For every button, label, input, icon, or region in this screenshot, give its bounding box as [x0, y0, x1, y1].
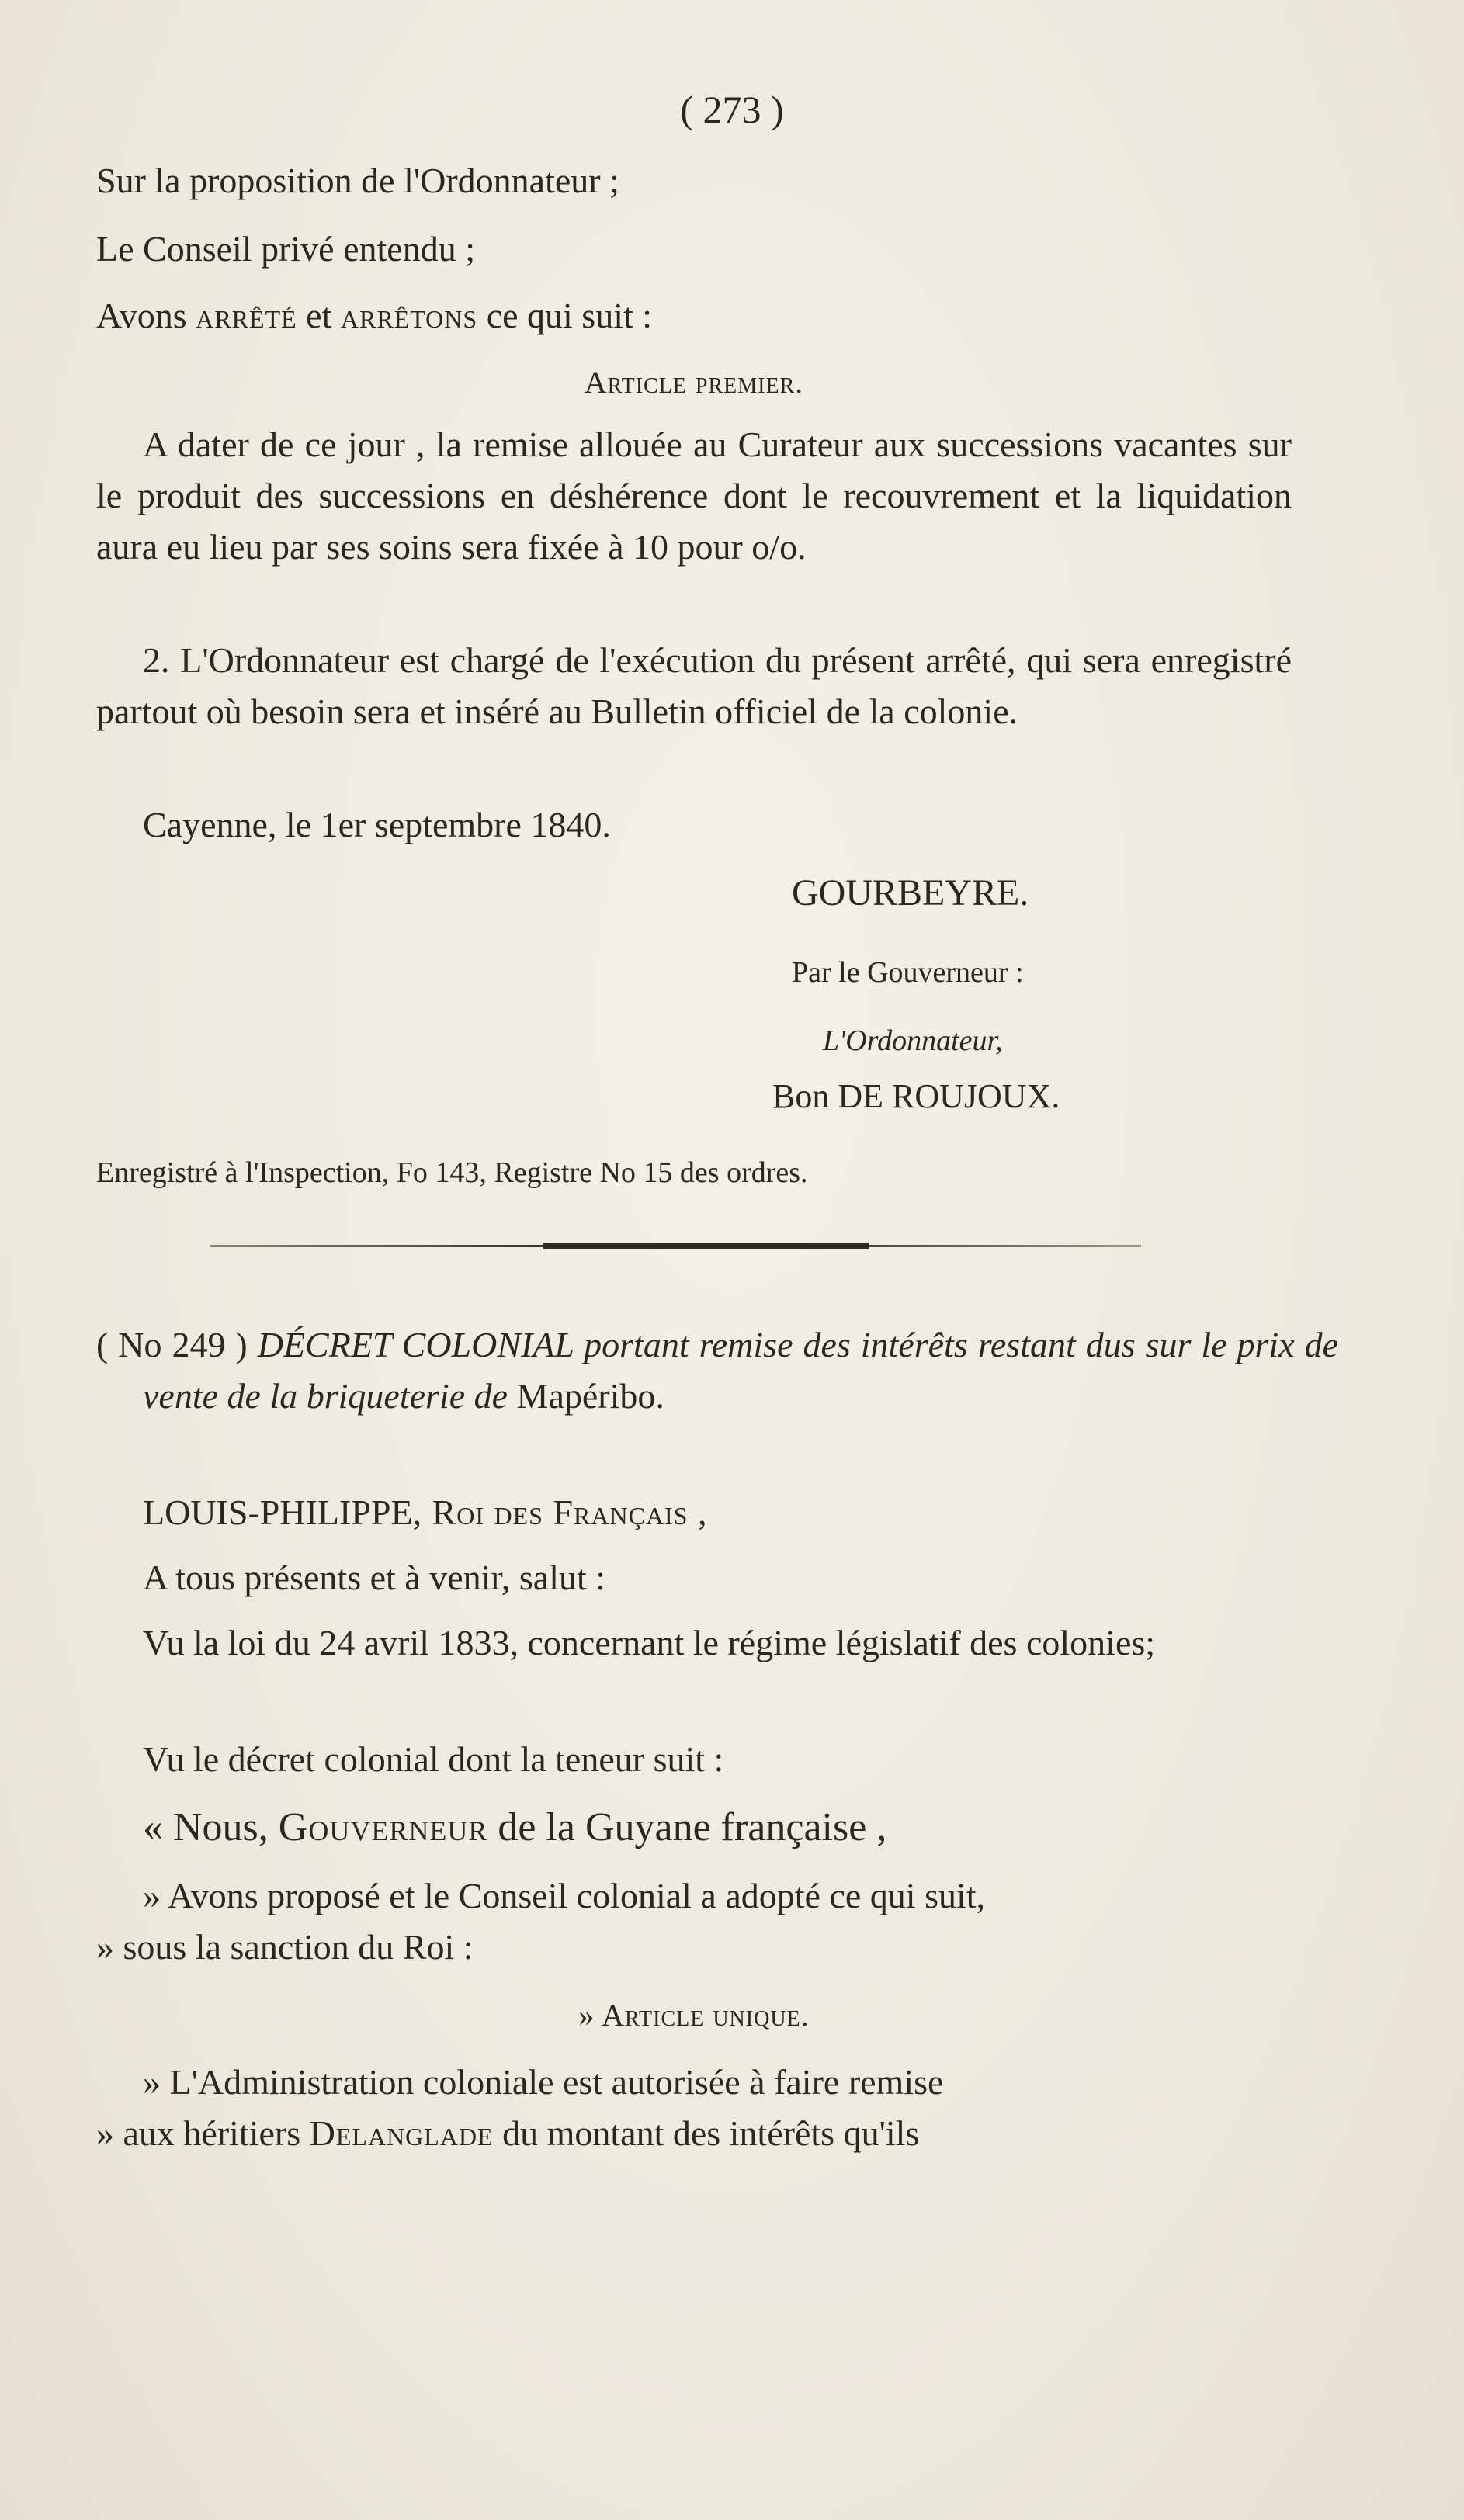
- guyane-text: de la Guyane française ,: [487, 1805, 887, 1849]
- et-text: et: [297, 296, 341, 335]
- administration-line: » L'Administration coloniale est autorisée à faire remise: [143, 2062, 944, 2102]
- decree-heading: [96, 1319, 1338, 1422]
- signature-par-le-gouverneur: Par le Gouverneur :: [792, 956, 1024, 989]
- signature-gourbeyre: GOURBEYRE.: [792, 872, 1029, 913]
- vu-decret-line: Vu le décret colonial dont la teneur suit :: [143, 1739, 724, 1779]
- line-proposition: Sur la proposition de l'Ordonnateur ;: [96, 161, 619, 200]
- salut-line: A tous présents et à venir, salut :: [143, 1558, 606, 1597]
- decree-number: ( No 249 ): [96, 1325, 258, 1364]
- avons-propose-line: » Avons proposé et le Conseil colonial a adopté ce qui suit,: [143, 1876, 986, 1915]
- decree-title: DÉCRET COLONIAL portant remise des intérêts restant dus sur le prix de vente de la briqueterie de: [143, 1325, 1338, 1416]
- line-conseil: Le Conseil privé entendu ;: [96, 229, 475, 269]
- registration-line: Enregistré à l'Inspection, Fo 143, Registre No 15 des ordres.: [96, 1156, 808, 1189]
- nous-text: « Nous,: [143, 1805, 279, 1849]
- arretons-word: arrêtons: [340, 296, 478, 335]
- suit-text: ce qui suit :: [477, 296, 653, 335]
- delanglade-name: Delanglade: [309, 2113, 494, 2153]
- paragraph-article-1: A dater de ce jour , la remise allouée au Curateur aux successions vacantes sur le produit des successions en déshérence dont le recouvrement et la liquidation aura eu lieu par ses soins sera fixée à 10 pour o/o.: [96, 425, 1292, 567]
- heading-article-unique: » Article unique.: [578, 1998, 810, 2033]
- decree-title-end: Mapéribo.: [516, 1376, 664, 1416]
- signature-ordonnateur: L'Ordonnateur,: [823, 1024, 1003, 1057]
- heritiers-line: [96, 2108, 1292, 2159]
- king-line: [96, 1487, 1292, 1538]
- avons-text: Avons: [96, 296, 196, 335]
- nous-gouverneur-line: [96, 1802, 1292, 1853]
- king-name: LOUIS-PHILIPPE: [143, 1492, 413, 1532]
- gouverneur-word: Gouverneur: [278, 1805, 488, 1849]
- signature-roujoux: Bon DE ROUJOUX.: [772, 1077, 1060, 1115]
- heritiers-text: » aux héritiers: [96, 2113, 310, 2153]
- interets-text: du montant des intérêts qu'ils: [493, 2113, 920, 2153]
- line-avons: [96, 290, 1292, 341]
- heading-article-premier: Article premier.: [584, 365, 804, 400]
- paragraph-article-2: 2. L'Ordonnateur est chargé de l'exécution du présent arrêté, qui sera enregistré partout où besoin sera et inséré au Bulletin officiel de la colonie.: [96, 640, 1292, 731]
- section-divider-center: [543, 1243, 869, 1249]
- arrete-word: arrêté: [196, 296, 297, 335]
- king-title: , Roi des Français ,: [412, 1492, 708, 1532]
- page-number: ( 273 ): [680, 88, 784, 131]
- date-line: Cayenne, le 1er septembre 1840.: [143, 805, 611, 844]
- vu-loi-paragraph: Vu la loi du 24 avril 1833, concernant le régime législatif des colonies;: [143, 1623, 1156, 1662]
- sanction-line: » sous la sanction du Roi :: [96, 1927, 474, 1967]
